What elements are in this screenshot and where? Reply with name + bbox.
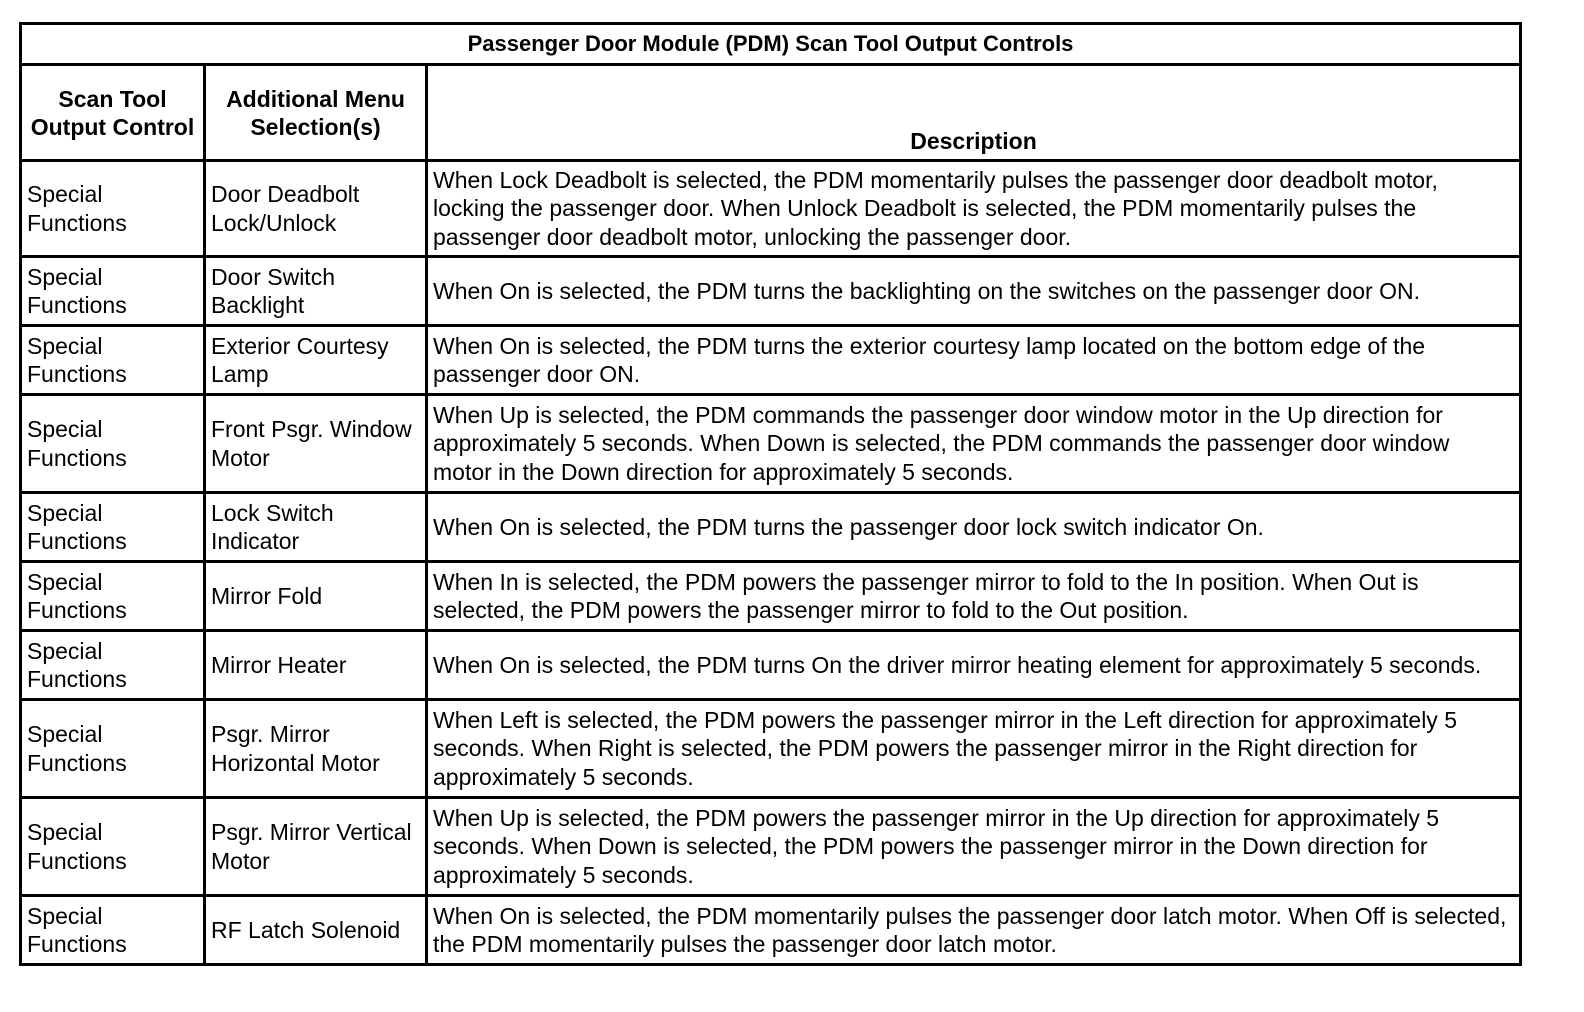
table-row xyxy=(21,257,1521,326)
cell-menu: Mirror Heater xyxy=(205,631,427,700)
cell-description: When In is selected, the PDM powers the passenger mirror to fold to the In position. When Out is selected, the PDM powers the passenger mirror to fold to the Out position. xyxy=(427,562,1521,631)
cell-description: When On is selected, the PDM turns the passenger door lock switch indicator On. xyxy=(427,493,1521,562)
table-row xyxy=(21,562,1521,631)
cell-control: Special Functions xyxy=(21,395,205,493)
table-row xyxy=(21,896,1521,965)
table-row xyxy=(21,700,1521,798)
cell-description: When Up is selected, the PDM powers the passenger mirror in the Up direction for approximately 5 seconds. When Down is selected, the PDM powers the passenger mirror in the Down direction for approximately 5 seconds. xyxy=(427,798,1521,896)
cell-description: When On is selected, the PDM turns On the driver mirror heating element for approximately 5 seconds. xyxy=(427,631,1521,700)
cell-control: Special Functions xyxy=(21,700,205,798)
table-row xyxy=(21,631,1521,700)
table-title: Passenger Door Module (PDM) Scan Tool Output Controls xyxy=(21,24,1521,65)
cell-description: When Left is selected, the PDM powers the passenger mirror in the Left direction for approximately 5 seconds. When Right is selected, the PDM powers the passenger mirror in the Right direction for approximately 5 seconds. xyxy=(427,700,1521,798)
cell-control: Special Functions xyxy=(21,326,205,395)
cell-description: When Up is selected, the PDM commands the passenger door window motor in the Up direction for approximately 5 seconds. When Down is selected, the PDM commands the passenger door window motor in the Down direction for approximately 5 seconds. xyxy=(427,395,1521,493)
cell-menu: Door Deadbolt Lock/Unlock xyxy=(205,161,427,257)
header-additional-menu-selections: Additional Menu Selection(s) xyxy=(205,65,427,161)
cell-description: When On is selected, the PDM momentarily pulses the passenger door latch motor. When Off is selected, the PDM momentarily pulses the passenger door latch motor. xyxy=(427,896,1521,965)
cell-control: Special Functions xyxy=(21,896,205,965)
cell-menu: Door Switch Backlight xyxy=(205,257,427,326)
table-row xyxy=(21,326,1521,395)
cell-menu: Psgr. Mirror Vertical Motor xyxy=(205,798,427,896)
cell-menu: RF Latch Solenoid xyxy=(205,896,427,965)
cell-menu: Lock Switch Indicator xyxy=(205,493,427,562)
header-description: Description xyxy=(427,65,1521,161)
cell-menu: Exterior Courtesy Lamp xyxy=(205,326,427,395)
cell-control: Special Functions xyxy=(21,562,205,631)
cell-description: When Lock Deadbolt is selected, the PDM momentarily pulses the passenger door deadbolt motor, locking the passenger door. When Unlock Deadbolt is selected, the PDM momentarily pulses the passenger door deadbolt motor, unlocking the passenger door. xyxy=(427,161,1521,257)
cell-control: Special Functions xyxy=(21,257,205,326)
cell-description: When On is selected, the PDM turns the backlighting on the switches on the passenger door ON. xyxy=(427,257,1521,326)
table-row xyxy=(21,395,1521,493)
pdm-output-controls-table xyxy=(19,22,1522,966)
cell-control: Special Functions xyxy=(21,798,205,896)
cell-menu: Front Psgr. Window Motor xyxy=(205,395,427,493)
cell-control: Special Functions xyxy=(21,493,205,562)
cell-menu: Mirror Fold xyxy=(205,562,427,631)
cell-menu: Psgr. Mirror Horizontal Motor xyxy=(205,700,427,798)
cell-description: When On is selected, the PDM turns the exterior courtesy lamp located on the bottom edge of the passenger door ON. xyxy=(427,326,1521,395)
header-scan-tool-output-control: Scan Tool Output Control xyxy=(21,65,205,161)
cell-control: Special Functions xyxy=(21,161,205,257)
table-row xyxy=(21,161,1521,257)
table-row xyxy=(21,493,1521,562)
table-row xyxy=(21,798,1521,896)
cell-control: Special Functions xyxy=(21,631,205,700)
